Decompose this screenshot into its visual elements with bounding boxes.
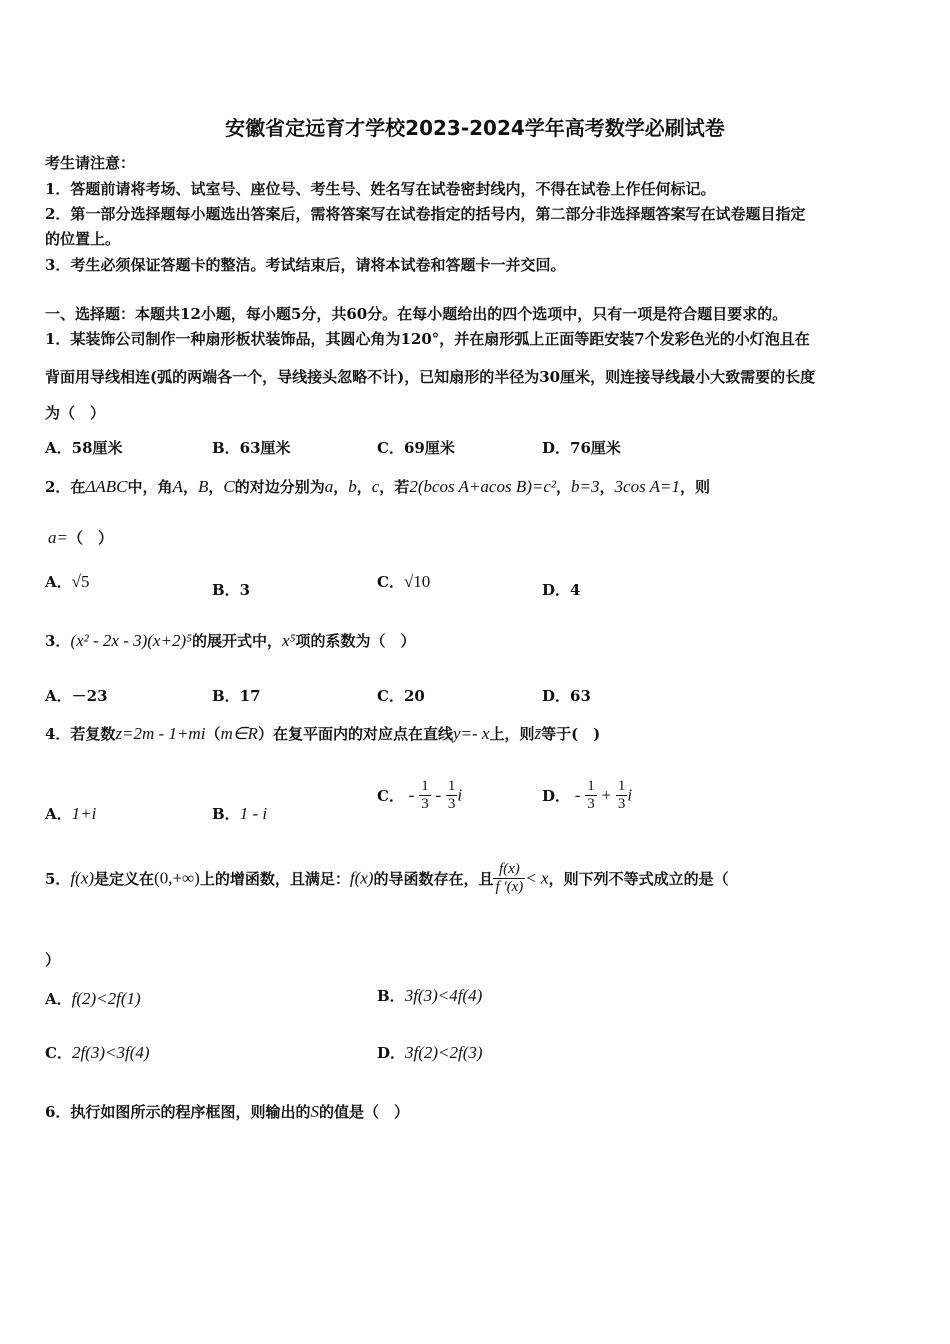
q2-math: b — [348, 477, 357, 496]
q6-text: 的值是（ ） — [318, 1103, 409, 1121]
q6-math: S — [310, 1102, 319, 1121]
q4-option-d[interactable] — [542, 778, 632, 813]
q4-stem — [45, 723, 600, 744]
notice-item-1: 1．答题前请将考场、试室号、座位号、考生号、姓名写在试卷密封线内，不得在试卷上作任何标记。 — [45, 180, 716, 198]
q4-text: 上，则 — [489, 725, 535, 743]
q2-text: ， — [556, 478, 572, 496]
q3-stem — [45, 630, 416, 651]
math-fraction: $\frac{1}{3}$ — [447, 778, 456, 812]
q2-math: A — [172, 477, 183, 496]
q2-text: 的对边分别为 — [234, 478, 325, 496]
notice-item-3: 3．考生必须保证答题卡的整洁。考试结束后，请将本试卷和答题卡一并交回。 — [45, 256, 566, 274]
math-imag: i — [627, 785, 633, 805]
q2-option-a[interactable] — [45, 571, 89, 592]
math-fraction: $\frac{1}{3}$ — [587, 778, 595, 812]
math-sign: - — [574, 785, 581, 805]
q2-math: b=3 — [571, 477, 600, 496]
q3-text: 3． — [45, 632, 71, 650]
q3-option-b[interactable]: B．17 — [212, 687, 261, 705]
math-fraction: $\frac{1}{3}$ — [421, 778, 429, 812]
option-math: 3f(3)<4f(4) — [404, 986, 483, 1005]
math-sign: - — [435, 785, 442, 805]
q2-math: a= — [48, 528, 68, 547]
q2-math: C — [223, 477, 235, 496]
section-heading: 一、选择题：本题共12小题，每小题5分，共60分。在每小题给出的四个选项中，只有一项是符合题目要求的。 — [45, 305, 788, 323]
q4-option-c[interactable] — [377, 778, 462, 813]
q2-math: ΔABC — [85, 477, 128, 496]
q3-math: (x² - 2x - 3)(x+2)⁵ — [70, 631, 193, 650]
q5-math: < x — [525, 868, 549, 888]
q2-text: ， — [599, 478, 615, 496]
math-sign: - — [408, 785, 415, 805]
q6-text: 6．执行如图所示的程序框图，则输出的 — [45, 1103, 311, 1121]
notice-heading: 考生请注意： — [45, 154, 136, 172]
q1-option-d[interactable]: D．76厘米 — [542, 439, 621, 457]
option-label: D． — [542, 787, 571, 805]
q5-option-a[interactable] — [45, 988, 141, 1009]
q3-math: x⁵ — [282, 631, 296, 650]
q4-text: 4．若复数 — [45, 725, 116, 743]
option-label: C． — [377, 787, 404, 805]
q3-option-d[interactable]: D．63 — [542, 687, 591, 705]
q1-option-c[interactable]: C．69厘米 — [377, 439, 455, 457]
q5-option-c[interactable] — [45, 1042, 150, 1063]
q2-text: ，若 — [379, 478, 410, 496]
q1-option-b[interactable]: B．63厘米 — [212, 439, 291, 457]
option-math: √5 — [71, 572, 90, 591]
q4-option-a[interactable] — [45, 803, 96, 824]
q4-math: z=2m - 1+mi — [115, 724, 206, 743]
q2-text: 2．在 — [45, 478, 86, 496]
q5-stem — [45, 861, 729, 896]
q4-math: z̄ — [534, 724, 542, 743]
q2-text: 中，角 — [127, 478, 173, 496]
q5-text: ，则下列不等式成立的是（ — [548, 870, 729, 888]
math-fraction: $\frac{1}{3}$ — [617, 778, 626, 812]
q2-math: 2(bcos A+acos B)=c² — [409, 477, 557, 496]
option-label: B． — [212, 805, 240, 823]
q5-math: f(x) — [70, 868, 95, 888]
option-label: D． — [377, 1044, 406, 1062]
q2-stem-cont — [48, 527, 113, 548]
q1-option-a[interactable]: A．58厘米 — [45, 439, 123, 457]
q2-math: c — [371, 477, 380, 496]
notice-item-2: 2．第一部分选择题每小题选出答案后，需将答案写在试卷指定的括号内，第二部分非选择题答案写在试卷题目指定 — [45, 205, 806, 223]
option-math: 1 - i — [239, 804, 268, 823]
q4-text: 等于( ) — [541, 725, 601, 743]
q6-stem — [45, 1101, 409, 1122]
q3-text: 项的系数为（ ） — [295, 632, 416, 650]
q1-line-2: 背面用导线相连(弧的两端各一个，导线接头忽略不计)，已知扇形的半径为30厘米，则连接导线最小大致需要的长度 — [45, 368, 816, 386]
math-sign: + — [601, 785, 612, 805]
option-label: C． — [45, 1044, 72, 1062]
q4-text: ）在复平面内的对应点在直线 — [257, 725, 453, 743]
math-imag: i — [457, 785, 463, 805]
q5-option-b[interactable] — [377, 985, 482, 1006]
option-label: A． — [45, 805, 72, 823]
q5-math: (0,+∞) — [154, 868, 200, 888]
q5-stem-cont: ） — [45, 951, 61, 969]
q2-text: ，则 — [680, 478, 711, 496]
option-math: 3f(2)<2f(3) — [405, 1043, 483, 1062]
q4-math: y=- x — [452, 724, 490, 743]
q3-text: 的展开式中， — [192, 632, 283, 650]
q1-line-1: 1．某装饰公司制作一种扇形板状装饰品，其圆心角为120°，并在扇形弧上正面等距安装7个发彩色光的小灯泡且在 — [45, 330, 810, 348]
q3-option-c[interactable]: C．20 — [377, 687, 425, 705]
q4-text: （ — [205, 725, 221, 743]
option-label: A． — [45, 990, 72, 1008]
option-math: √10 — [403, 572, 431, 591]
q5-math: f(x) — [349, 868, 374, 888]
option-label: A． — [45, 573, 72, 591]
q2-text: ， — [356, 478, 372, 496]
option-math: 1+i — [71, 804, 97, 823]
q2-text: （ ） — [67, 529, 113, 547]
q2-text: ， — [182, 478, 198, 496]
notice-item-2-cont: 的位置上。 — [45, 230, 121, 248]
math-fraction: $\frac{f(x)}{f '(x)}$ — [495, 861, 524, 895]
q4-option-b[interactable] — [212, 803, 267, 824]
q2-option-c[interactable] — [377, 571, 430, 592]
option-label: C． — [377, 573, 404, 591]
q2-option-d[interactable]: D．4 — [542, 581, 581, 599]
q2-math: a — [324, 477, 334, 496]
q3-option-a[interactable]: A．－23 — [45, 687, 108, 705]
q5-text: 上的增函数，且满足： — [199, 870, 350, 888]
q2-stem — [45, 476, 710, 497]
q4-math: m∈R — [220, 724, 258, 743]
q5-text: 是定义在 — [94, 870, 155, 888]
option-label: B． — [377, 987, 405, 1005]
q5-option-d[interactable] — [377, 1042, 483, 1063]
q2-text: ， — [208, 478, 224, 496]
option-math: f(2)<2f(1) — [71, 989, 141, 1008]
page-title: 安徽省定远育才学校2023-2024学年高考数学必刷试卷 — [225, 116, 725, 140]
q2-math: B — [197, 477, 209, 496]
q2-math: 3cos A=1 — [614, 477, 680, 496]
q2-option-b[interactable]: B．3 — [212, 581, 251, 599]
q5-text: 5． — [45, 870, 71, 888]
q5-text: 的导函数存在，且 — [373, 870, 494, 888]
q1-line-3: 为（ ） — [45, 404, 106, 422]
option-math: 2f(3)<3f(4) — [71, 1043, 150, 1062]
q2-text: ， — [333, 478, 349, 496]
